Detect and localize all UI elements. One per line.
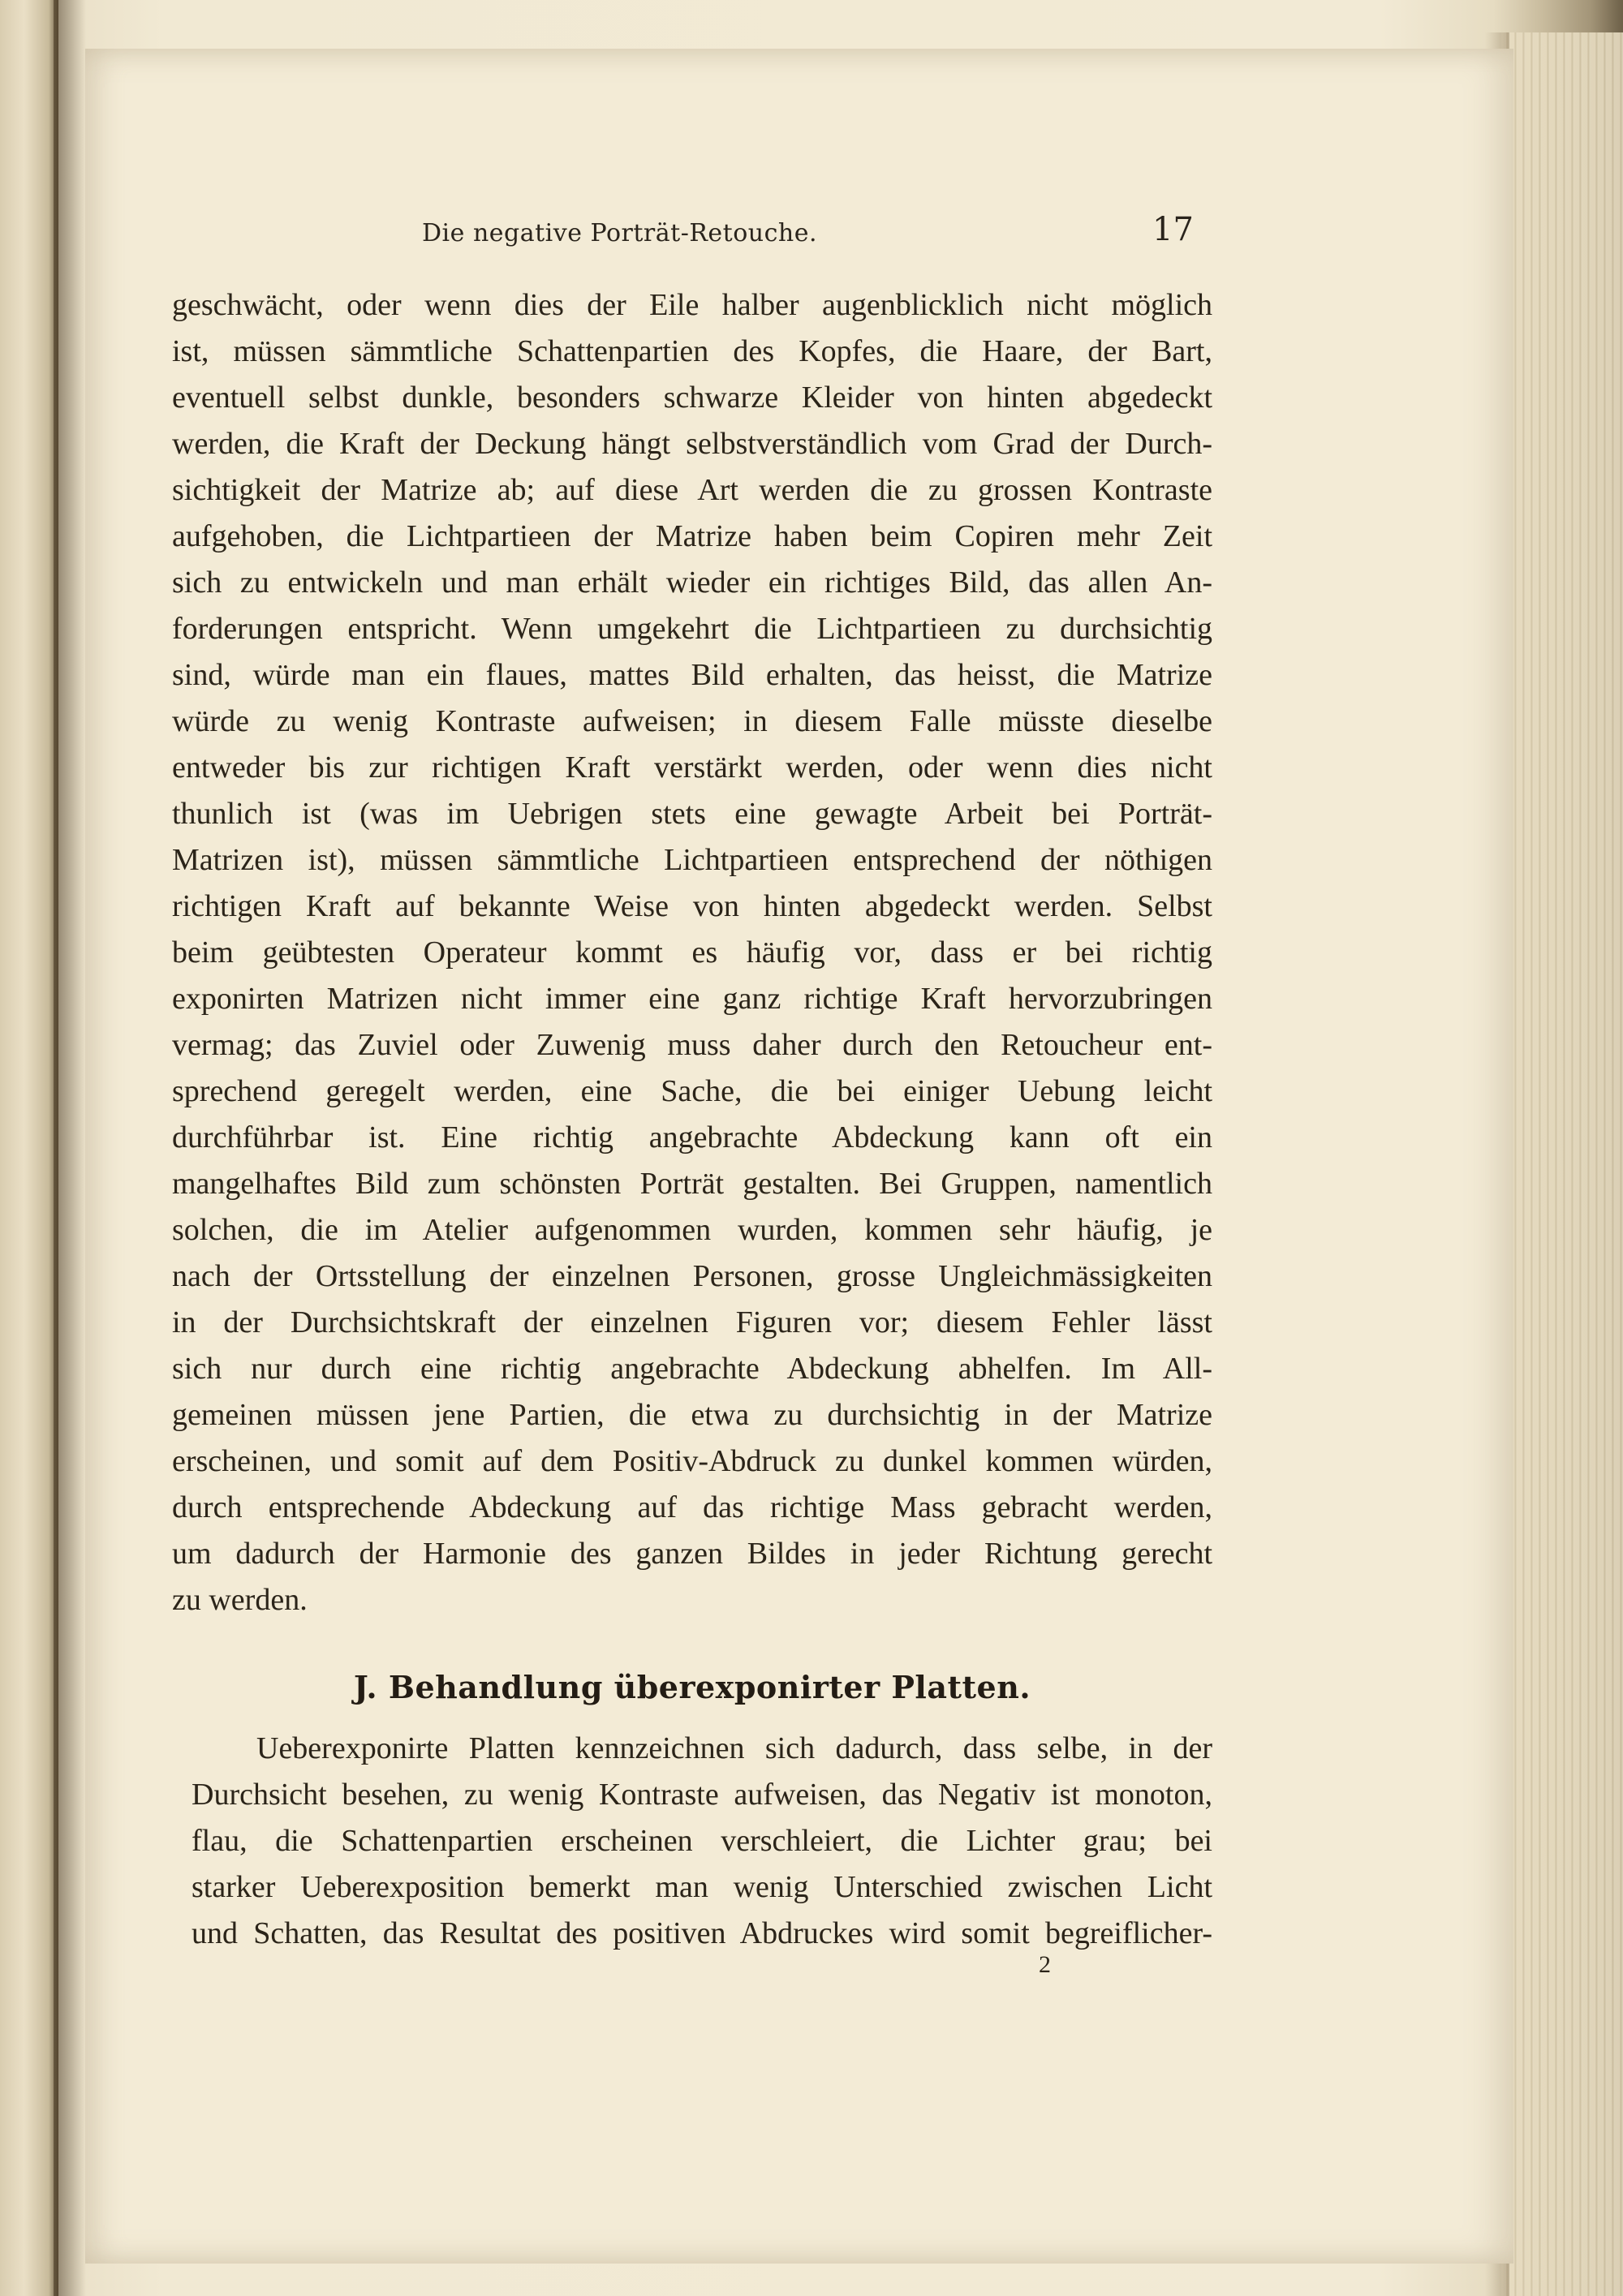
running-title: Die negative Porträt-Retouche. (422, 219, 818, 247)
text-line: beim geübtesten Operateur kommt es häufig vor, dass er bei richtig (172, 935, 1212, 970)
text-line: solchen, die im Atelier aufgenommen wurden, kommen sehr häufig, je (172, 1213, 1212, 1247)
left-page-edge (0, 0, 58, 2296)
text-line: werden, die Kraft der Deckung hängt selbstverständlich vom Grad der Durch- (172, 427, 1212, 461)
text-line: nach der Ortsstellung der einzelnen Personen, grosse Ungleichmässigkeiten (172, 1259, 1212, 1293)
text-line: vermag; das Zuviel oder Zuwenig muss daher durch den Retoucheur ent- (172, 1028, 1212, 1062)
text-line: durchführbar ist. Eine richtig angebrachte Abdeckung kann oft ein (172, 1120, 1212, 1154)
text-line: sich zu entwickeln und man erhält wieder ein richtiges Bild, das allen An- (172, 565, 1212, 600)
text-line: eventuell selbst dunkle, besonders schwarze Kleider von hinten abgedeckt (172, 381, 1212, 415)
page-stack-edge (1501, 32, 1623, 2296)
gutter-shadow (54, 0, 86, 2296)
text-line: aufgehoben, die Lichtpartieen der Matrize haben beim Copiren mehr Zeit (172, 519, 1212, 553)
text-line: durch entsprechende Abdeckung auf das richtige Mass gebracht werden, (172, 1490, 1212, 1524)
paragraph-continued (172, 282, 1212, 1623)
text-line: Matrizen ist), müssen sämmtliche Lichtpartieen entsprechend der nöthigen (172, 843, 1212, 877)
text-line: starker Ueberexposition bemerkt man wenig Unterschied zwischen Licht (192, 1870, 1212, 1904)
signature-mark: 2 (1039, 1951, 1051, 1978)
text-line: erscheinen, und somit auf dem Positiv-Abdruck zu dunkel kommen würden, (172, 1444, 1212, 1478)
text-line: sichtigkeit der Matrize ab; auf diese Art werden die zu grossen Kontraste (172, 473, 1212, 507)
text-line: geschwächt, oder wenn dies der Eile halber augenblicklich nicht möglich (172, 288, 1212, 322)
section-paragraph (192, 1726, 1212, 1957)
text-line: zu werden. (172, 1583, 308, 1617)
text-line: und Schatten, das Resultat des positiven Abdruckes wird somit begreiflicher- (192, 1916, 1212, 1950)
text-line: mangelhaftes Bild zum schönsten Porträt gestalten. Bei Gruppen, namentlich (172, 1167, 1212, 1201)
text-line: flau, die Schattenpartien erscheinen verschleiert, die Lichter grau; bei (192, 1824, 1212, 1858)
section-heading: J. Behandlung überexponirter Platten. (353, 1669, 1031, 1705)
text-line: ist, müssen sämmtliche Schattenpartien des Kopfes, die Haare, der Bart, (172, 334, 1212, 368)
text-line: entweder bis zur richtigen Kraft verstärkt werden, oder wenn dies nicht (172, 750, 1212, 785)
text-line: richtigen Kraft auf bekannte Weise von hinten abgedeckt werden. Selbst (172, 889, 1212, 923)
text-line: gemeinen müssen jene Partien, die etwa zu durchsichtig in der Matrize (172, 1398, 1212, 1432)
text-line: sich nur durch eine richtig angebrachte Abdeckung abhelfen. Im All- (172, 1352, 1212, 1386)
page-number: 17 (1152, 211, 1194, 248)
text-line: forderungen entspricht. Wenn umgekehrt die Lichtpartieen zu durchsichtig (172, 612, 1212, 646)
text-line: um dadurch der Harmonie des ganzen Bildes in jeder Richtung gerecht (172, 1537, 1212, 1571)
text-line: Ueberexponirte Platten kennzeichnen sich dadurch, dass selbe, in der (256, 1731, 1212, 1765)
text-line: Durchsicht besehen, zu wenig Kontraste aufweisen, das Negativ ist monoton, (192, 1778, 1212, 1812)
text-line: sprechend geregelt werden, eine Sache, die bei einiger Uebung leicht (172, 1074, 1212, 1108)
text-line: sind, würde man ein flaues, mattes Bild erhalten, das heisst, die Matrize (172, 658, 1212, 692)
text-line: exponirten Matrizen nicht immer eine ganz richtige Kraft hervorzubringen (172, 982, 1212, 1016)
text-line: in der Durchsichtskraft der einzelnen Figuren vor; diesem Fehler lässt (172, 1305, 1212, 1339)
text-line: würde zu wenig Kontraste aufweisen; in diesem Falle müsste dieselbe (172, 704, 1212, 738)
text-line: thunlich ist (was im Uebrigen stets eine gewagte Arbeit bei Porträt- (172, 797, 1212, 831)
